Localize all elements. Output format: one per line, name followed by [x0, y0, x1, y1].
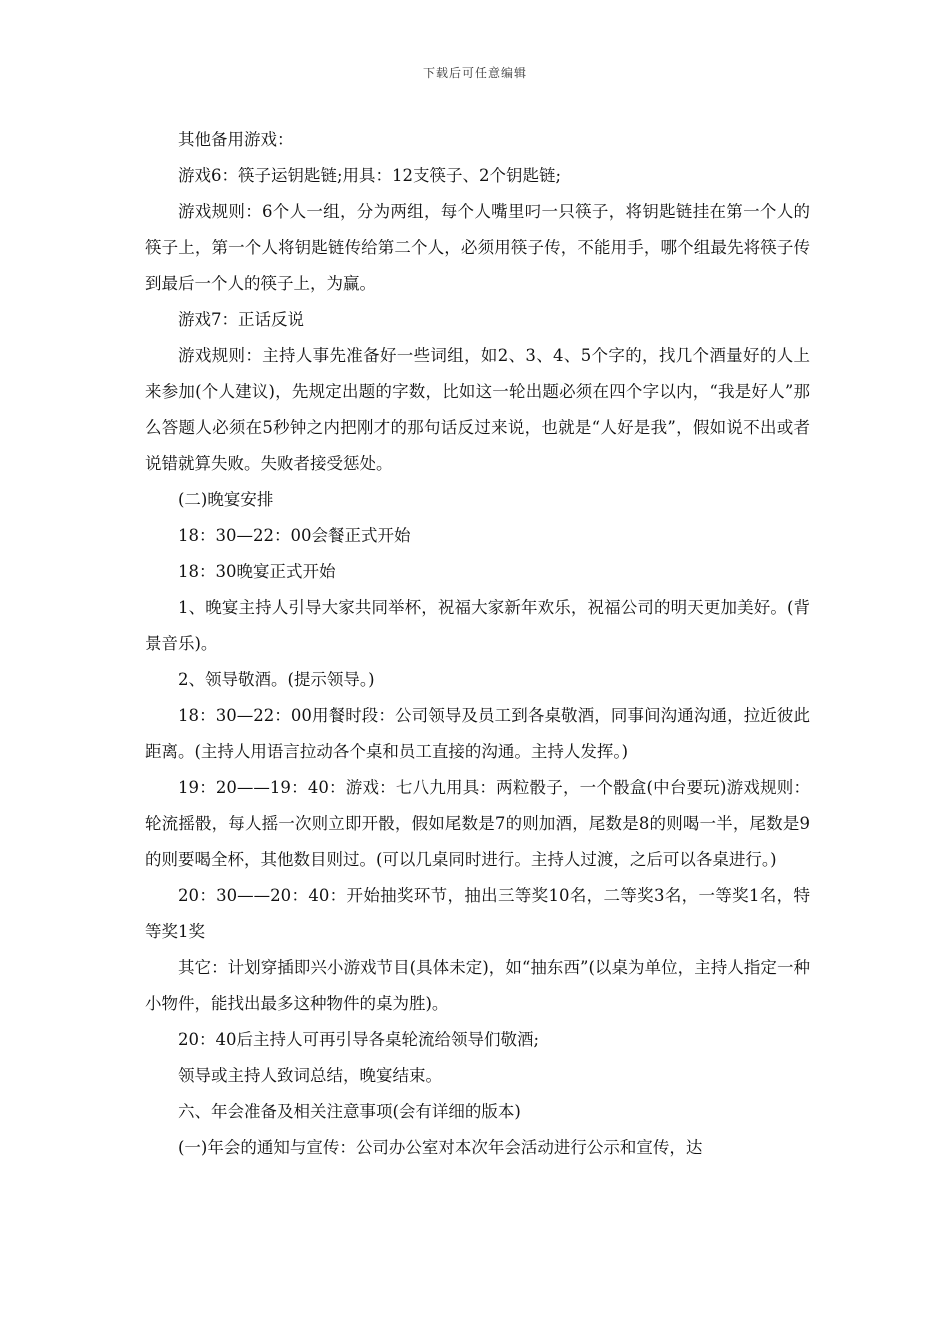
- paragraph: 20：30——20：40：开始抽奖环节，抽出三等奖10名，二等奖3名，一等奖1名，特等奖1奖: [145, 886, 810, 941]
- paragraph: 游戏规则：主持人事先准备好一些词组，如2、3、4、5个字的，找几个酒量好的人上来参加(个人建议)，先规定出题的字数，比如这一轮出题必须在四个字以内，“我是好人”那么答题人必须在5秒钟之内把刚才的那句话反过来说，也就是“人好是我”，假如说不出或者说错就算失败。失败者接受惩处。: [145, 346, 810, 473]
- paragraph: 其他备用游戏：: [178, 130, 294, 149]
- paragraph: 游戏规则：6个人一组，分为两组，每个人嘴里叼一只筷子，将钥匙链挂在第一个人的筷子上，第一个人将钥匙链传给第二个人，必须用筷子传，不能用手，哪个组最先将筷子传到最后一个人的筷子上，为赢。: [145, 202, 810, 293]
- page-header: 下载后可任意编辑: [422, 66, 527, 80]
- paragraph: 游戏6：筷子运钥匙链;用具：12支筷子、2个钥匙链;: [178, 166, 562, 185]
- paragraph: (一)年会的通知与宣传：公司办公室对本次年会活动进行公示和宣传，达: [178, 1138, 703, 1157]
- paragraph: 六、年会准备及相关注意事项(会有详细的版本): [178, 1102, 521, 1121]
- paragraph: 其它：计划穿插即兴小游戏节目(具体未定)，如“抽东西”(以桌为单位，主持人指定一种小物件，能找出最多这种物件的桌为胜)。: [145, 958, 810, 1013]
- paragraph: 20：40后主持人可再引导各桌轮流给领导们敬酒;: [178, 1030, 540, 1049]
- paragraph: 18：30—22：00会餐正式开始: [178, 526, 411, 545]
- paragraph: 领导或主持人致词总结，晚宴结束。: [178, 1066, 442, 1085]
- paragraph: 18：30—22：00用餐时段：公司领导及员工到各桌敬酒，同事间沟通沟通，拉近彼此距离。(主持人用语言拉动各个桌和员工直接的沟通。主持人发挥。): [145, 706, 810, 761]
- paragraph: 19：20——19：40：游戏：七八九用具：两粒骰子，一个骰盒(中台要玩)游戏规则：轮流摇骰，每人摇一次则立即开骰，假如尾数是7的则加酒，尾数是8的则喝一半，尾数是9的则要喝全杯，其他数目则过。(可以几桌同时进行。主持人过渡，之后可以各桌进行。): [145, 778, 810, 869]
- paragraph: 2、领导敬酒。(提示领导。): [178, 670, 375, 689]
- paragraph: 18：30晚宴正式开始: [178, 562, 336, 581]
- paragraph: 游戏7：正话反说: [178, 310, 304, 329]
- document-body: [145, 122, 810, 1166]
- paragraph: (二)晚宴安排: [178, 490, 274, 509]
- paragraph: 1、晚宴主持人引导大家共同举杯，祝福大家新年欢乐，祝福公司的明天更加美好。(背景音乐)。: [145, 598, 810, 653]
